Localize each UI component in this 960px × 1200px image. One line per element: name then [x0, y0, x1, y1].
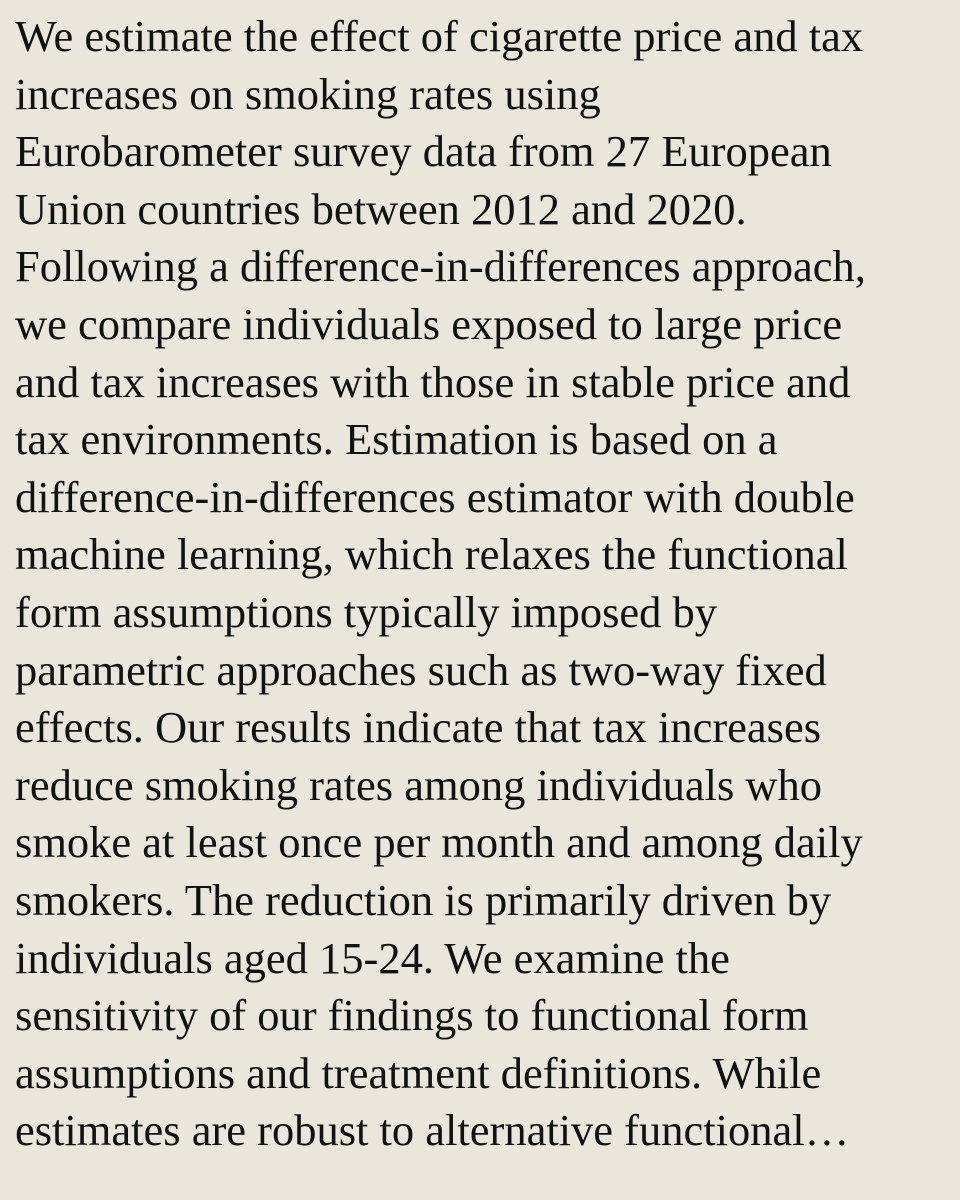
- abstract-line: smoke at least once per month and among daily: [15, 817, 863, 868]
- abstract-line: Eurobarometer survey data from 27 European: [15, 126, 832, 177]
- abstract-line: assumptions and treatment definitions. While: [15, 1047, 822, 1098]
- abstract-line: reduce smoking rates among individuals who: [15, 759, 823, 810]
- abstract-line: difference-in-differences estimator with double: [15, 471, 855, 522]
- abstract-line: individuals aged 15-24. We examine the: [15, 932, 730, 983]
- abstract-line: Union countries between 2012 and 2020.: [15, 183, 747, 234]
- abstract-text: [15, 8, 950, 1160]
- abstract-line: estimates are robust to alternative functional…: [15, 1105, 850, 1156]
- abstract-line: we compare individuals exposed to large price: [15, 298, 843, 349]
- abstract-line: machine learning, which relaxes the functional: [15, 529, 848, 580]
- abstract-line: Following a difference-in-differences approach,: [15, 241, 866, 292]
- abstract-line: increases on smoking rates using: [15, 68, 601, 119]
- abstract-line: effects. Our results indicate that tax increases: [15, 702, 822, 753]
- abstract-line: smokers. The reduction is primarily driven by: [15, 874, 832, 925]
- abstract-line: form assumptions typically imposed by: [15, 586, 718, 637]
- abstract-line: and tax increases with those in stable price and: [15, 356, 851, 407]
- abstract-line: tax environments. Estimation is based on a: [15, 414, 778, 465]
- abstract-line: sensitivity of our findings to functional form: [15, 990, 809, 1041]
- abstract-line: We estimate the effect of cigarette price and tax: [15, 11, 864, 61]
- abstract-line: parametric approaches such as two-way fixed: [15, 644, 827, 695]
